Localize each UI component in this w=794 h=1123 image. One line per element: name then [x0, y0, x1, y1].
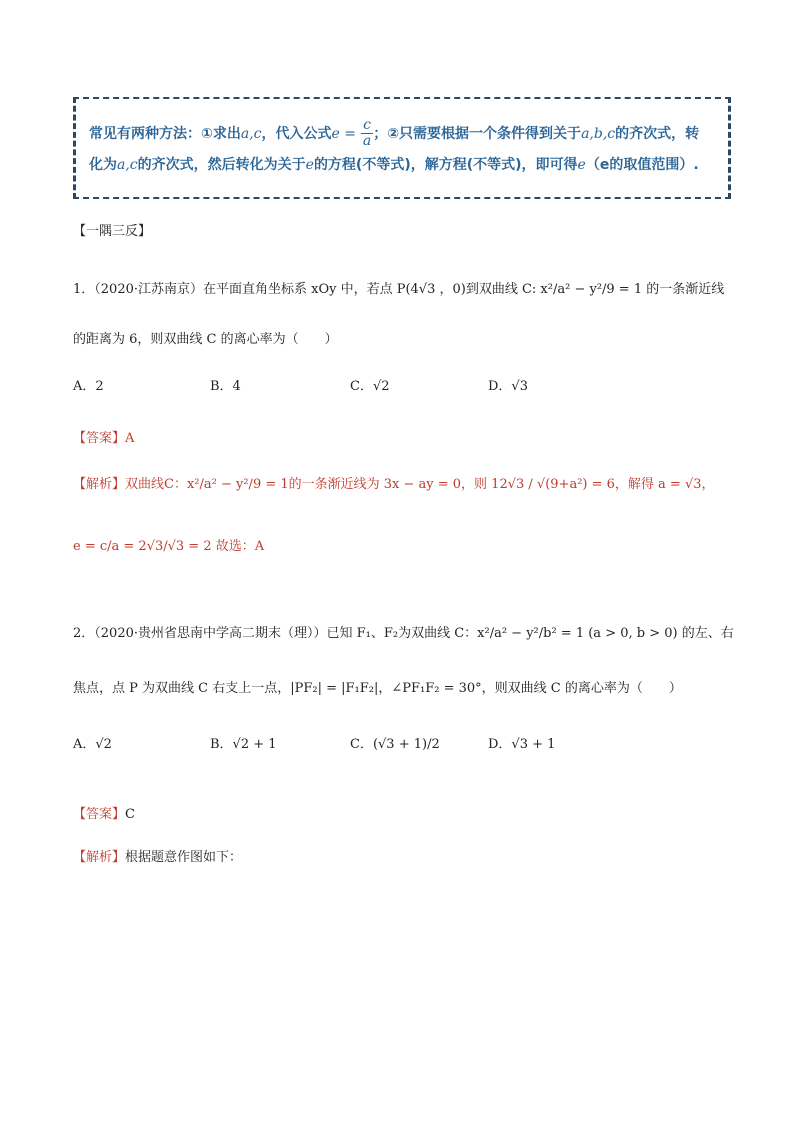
- math-ac: a,c: [240, 125, 262, 142]
- math-e: e =: [331, 125, 356, 142]
- math-fraction-c-over-a: $\frac{c}{a}$: [362, 117, 372, 150]
- answer-value: A: [125, 431, 135, 446]
- q1-option-c: C．√2: [350, 379, 390, 394]
- method-text: 的齐次式，然后转化为关于: [137, 157, 306, 173]
- answer-value: C: [125, 807, 135, 822]
- question-1-line-1: 1．（2020·江苏南京）在平面直角坐标系 xOy 中，若点 P(4√3 ，0)到双曲线 C: x²/a² − y²/9 = 1 的一条渐近线: [73, 282, 725, 297]
- section-heading: 【一隅三反】: [73, 224, 152, 239]
- method-text: 常见有两种方法：①求出: [89, 125, 241, 142]
- method-summary-box: [73, 97, 731, 199]
- answer-label: 【答案】: [73, 807, 126, 822]
- method-text: ；②只需要根据一个条件得到关于: [373, 125, 582, 142]
- method-text: 的齐次式，转: [615, 125, 700, 142]
- explanation-text: 双曲线C：x²/a² − y²/9 = 1的一条渐近线为 3x − ay = 0，则 12√3 / √(9+a²) = 6，解得 a = √3，: [125, 477, 715, 492]
- explanation-text: 根据题意作图如下：: [125, 850, 243, 865]
- math-abc: a,b,c: [581, 125, 616, 142]
- explanation-label: 【解析】: [73, 850, 126, 865]
- q2-option-b: B．√2 + 1: [210, 737, 277, 752]
- method-line-2: [89, 154, 699, 174]
- q2-answer: [73, 803, 135, 822]
- method-text: 的方程(不等式)，解方程(不等式)，即可得: [313, 157, 578, 173]
- q1-explanation-line-1: [73, 473, 715, 492]
- q1-answer: [73, 427, 134, 446]
- method-text: （e的取值范围）.: [585, 157, 699, 173]
- q1-option-a: A．2: [73, 379, 104, 394]
- math-ac: a,c: [117, 157, 138, 173]
- q2-option-d: D．√3 + 1: [488, 737, 556, 752]
- q1-option-b: B．4: [210, 379, 241, 394]
- q1-explanation-line-2: e = c/a = 2√3/√3 = 2 故选：A: [73, 539, 265, 554]
- q2-option-a: A．√2: [73, 737, 112, 752]
- method-line-1: [89, 118, 699, 150]
- math-e: e: [305, 157, 314, 173]
- method-text: ，代入公式: [261, 125, 332, 142]
- explanation-label: 【解析】: [73, 477, 126, 492]
- q2-option-c: C．(√3 + 1)/2: [350, 737, 440, 752]
- q2-explanation: [73, 846, 242, 865]
- question-2-line-2: 焦点，点 P 为双曲线 C 右支上一点，|PF₂| = |F₁F₂|，∠PF₁F₂ = 30°，则双曲线 C 的离心率为（ ）: [73, 681, 682, 696]
- method-text: 化为: [89, 157, 117, 173]
- math-e: e: [577, 157, 586, 173]
- question-1-line-2: 的距离为 6，则双曲线 C 的离心率为（ ）: [73, 332, 338, 347]
- question-2-line-1: 2．（2020·贵州省思南中学高二期末（理））已知 F₁、F₂为双曲线 C：x²/a² − y²/b² = 1 (a > 0, b > 0) 的左、右: [73, 626, 734, 641]
- answer-label: 【答案】: [73, 431, 126, 446]
- q1-option-d: D．√3: [488, 379, 528, 394]
